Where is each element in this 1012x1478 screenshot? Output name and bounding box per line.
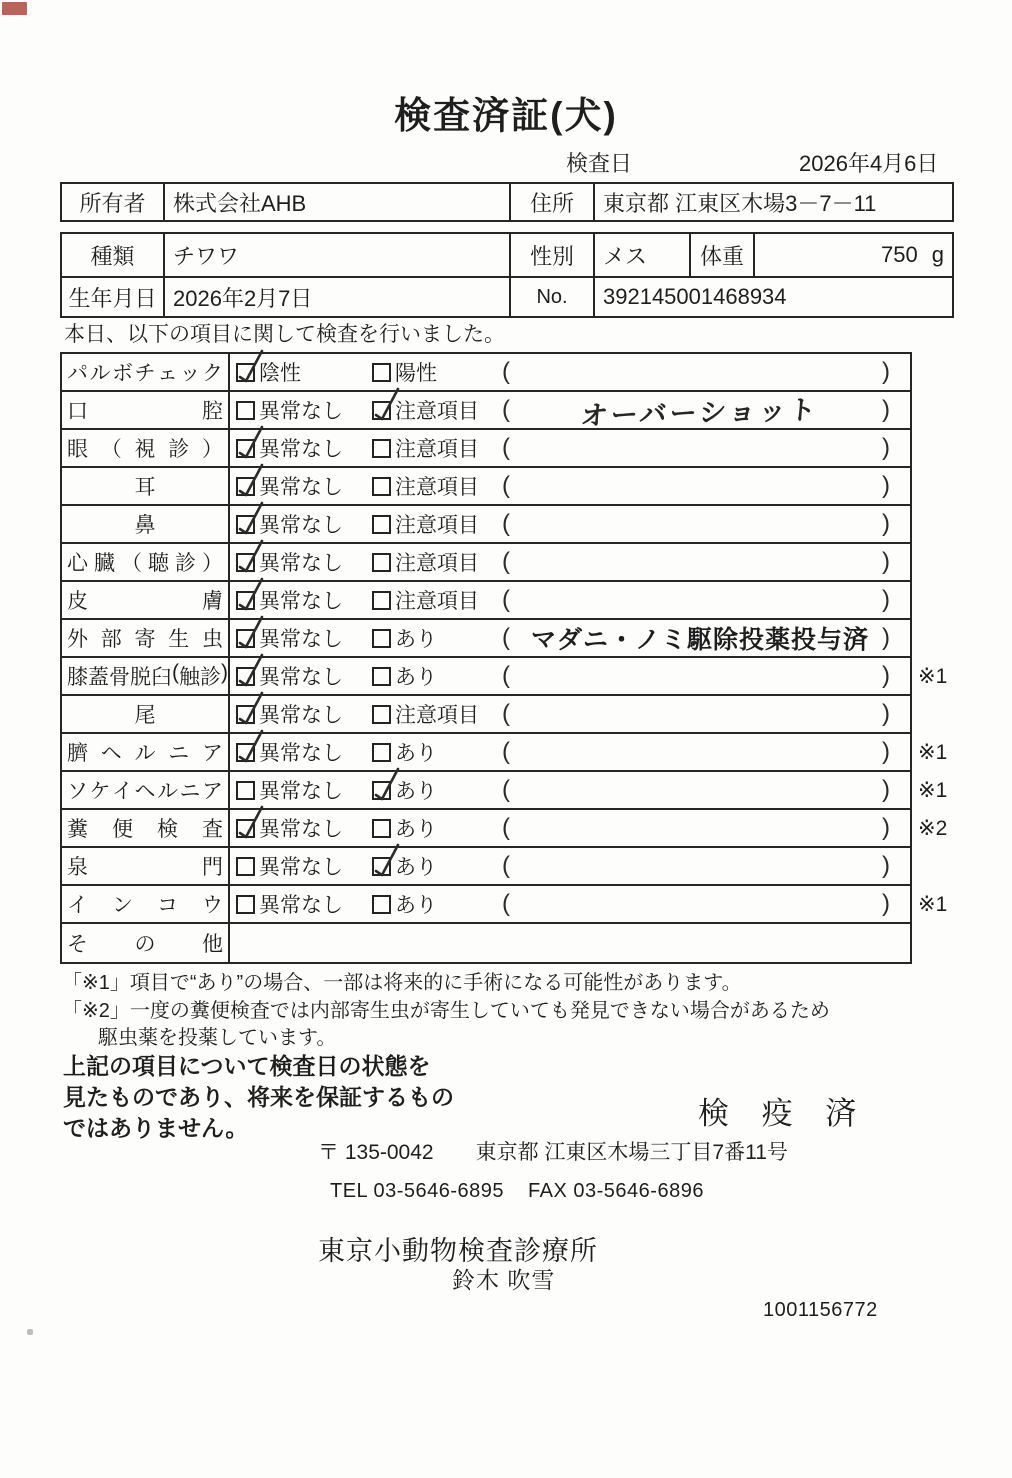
label-char: ) xyxy=(221,661,228,684)
paren-open: ( xyxy=(502,434,510,461)
exam-option-label: 異常なし xyxy=(259,856,343,879)
exam-option-label: 注意項目 xyxy=(395,514,479,537)
label-char: そ xyxy=(67,933,88,956)
birth-value: 2026年2月7日 xyxy=(165,278,511,316)
exam-option-label: 注意項目 xyxy=(395,590,479,613)
checkbox-icon xyxy=(236,781,255,800)
paren-open: ( xyxy=(502,510,510,537)
page-title: 検査済証(犬) xyxy=(394,95,618,136)
exam-option xyxy=(372,582,479,618)
exam-table-row xyxy=(62,924,910,962)
exam-option-label: 異常なし xyxy=(259,400,343,423)
exam-table xyxy=(60,352,948,964)
clinic-name: 東京小動物検査診療所 xyxy=(318,1236,598,1266)
footnote-2-line2: 駆虫薬を投薬しています。 xyxy=(98,1027,337,1049)
exam-table-row xyxy=(62,544,910,582)
checkbox-icon xyxy=(372,477,391,496)
label-char: ） xyxy=(202,552,223,575)
label-char: 部 xyxy=(100,628,122,651)
label-char: 皮 xyxy=(67,590,88,613)
clinic-fax: FAX 03-5646-6896 xyxy=(528,1180,704,1202)
exam-option-label: あり xyxy=(395,666,437,689)
checkbox-checked-icon xyxy=(372,857,391,876)
exam-item-label xyxy=(62,620,230,656)
exam-item-label xyxy=(62,886,230,922)
exam-item-label xyxy=(62,848,230,884)
exam-option-label: 陽性 xyxy=(395,362,437,385)
label-char: ボ xyxy=(112,362,133,385)
exam-option xyxy=(236,848,343,884)
exam-table-row xyxy=(62,392,910,430)
label-char: コ xyxy=(157,894,178,917)
footnote-ref: ※1 xyxy=(918,740,948,764)
exam-option xyxy=(236,354,301,390)
label-char: （ xyxy=(121,552,142,575)
paren-close: ) xyxy=(882,738,890,765)
number-label: No. xyxy=(511,278,595,316)
exam-table-row xyxy=(62,696,910,734)
exam-item-label xyxy=(62,506,230,542)
exam-table-row xyxy=(62,506,910,544)
checkbox-icon xyxy=(372,667,391,686)
exam-item-options xyxy=(230,468,910,504)
label-char: 脱 xyxy=(130,666,151,689)
label-char: 糞 xyxy=(67,818,88,841)
exam-option-label: 異常なし xyxy=(259,628,343,651)
disclaimer-line2: 見たものであり、将来を保証するもの xyxy=(63,1084,454,1110)
exam-option xyxy=(372,544,479,580)
paren-open: ( xyxy=(502,624,510,651)
exam-item-label xyxy=(62,810,230,846)
owner-table xyxy=(60,182,954,222)
exam-item-options xyxy=(230,544,910,580)
paren-open: ( xyxy=(502,358,510,385)
paren-close: ) xyxy=(882,852,890,879)
exam-option-label: 異常なし xyxy=(259,780,343,803)
address-value: 東京都 江東区木場3－7－11 xyxy=(603,190,877,216)
label-char: の xyxy=(134,933,156,956)
exam-table-row xyxy=(62,354,910,392)
label-char: イ xyxy=(112,780,133,803)
label-char: イ xyxy=(67,894,88,917)
exam-option xyxy=(372,772,437,808)
exam-option xyxy=(372,392,479,428)
exam-option xyxy=(372,886,437,922)
label-char: ソ xyxy=(67,780,88,803)
weight-label: 体重 xyxy=(691,234,755,276)
clinic-tel: TEL 03-5646-6895 xyxy=(330,1180,505,1202)
exam-option xyxy=(236,734,343,770)
exam-table-row xyxy=(62,468,910,506)
paren-close: ) xyxy=(882,624,890,651)
exam-option-label: 異常なし xyxy=(259,438,343,461)
animal-info-table xyxy=(60,232,954,318)
footnote-1: 「※1」項目で“あり”の場合、一部は将来的に手術になる可能性があります。 xyxy=(62,972,742,994)
exam-option-label: あり xyxy=(395,856,437,879)
label-char: 検 xyxy=(157,818,178,841)
clinic-address: 東京都 江東区木場三丁目7番11号 xyxy=(475,1141,788,1164)
disclaimer-paragraph xyxy=(63,1051,454,1144)
clinic-postal-line xyxy=(318,1136,788,1166)
paren-open: ( xyxy=(502,852,510,879)
exam-option-label: 注意項目 xyxy=(395,400,479,423)
checkbox-checked-icon xyxy=(236,515,255,534)
exam-option-label: あり xyxy=(395,742,437,765)
disclaimer-line3: ではありません。 xyxy=(63,1115,249,1141)
label-char: ニ xyxy=(179,780,201,803)
exam-option-label: 異常なし xyxy=(259,704,343,727)
exam-item-label xyxy=(62,582,230,618)
checkbox-icon xyxy=(236,857,255,876)
footnote-ref: ※1 xyxy=(918,778,948,802)
exam-item-label xyxy=(62,544,230,580)
exam-item-options xyxy=(230,886,910,922)
exam-item-options xyxy=(230,924,910,962)
label-char: 外 xyxy=(67,628,88,651)
paren-close: ) xyxy=(882,396,890,423)
exam-table-row xyxy=(62,658,948,696)
label-char: 視 xyxy=(134,438,156,461)
checkbox-checked-icon xyxy=(236,705,255,724)
label-char: 診 xyxy=(200,666,221,689)
exam-option xyxy=(236,886,343,922)
label-char: ク xyxy=(202,362,223,385)
paren-open: ( xyxy=(502,548,510,575)
checkbox-icon xyxy=(372,629,391,648)
paren-open: ( xyxy=(502,586,510,613)
checkbox-checked-icon xyxy=(236,629,255,648)
birth-label: 生年月日 xyxy=(62,278,165,316)
paren-close: ) xyxy=(882,890,890,917)
checkbox-icon xyxy=(372,439,391,458)
checkbox-checked-icon xyxy=(372,781,391,800)
exam-item-options xyxy=(230,810,910,846)
label-char: ッ xyxy=(179,362,201,385)
breed-value: チワワ xyxy=(165,234,511,276)
exam-table-row xyxy=(62,772,948,810)
intro-text: 本日、以下の項目に関して検査を行いました。 xyxy=(64,323,505,346)
paren-close: ) xyxy=(882,472,890,499)
weight-unit: g xyxy=(931,242,944,267)
exam-option xyxy=(372,848,437,884)
exam-item-label xyxy=(62,468,230,504)
weight-value-cell xyxy=(755,234,952,276)
exam-option-label: 異常なし xyxy=(259,514,343,537)
checkbox-checked-icon xyxy=(236,667,255,686)
label-char: 膝 xyxy=(67,666,88,689)
label-char: 門 xyxy=(202,856,223,879)
breed-label: 種類 xyxy=(62,234,165,276)
handwritten-note: オーバーショット xyxy=(579,394,821,431)
exam-option-label: あり xyxy=(395,818,437,841)
label-char: 寄 xyxy=(134,628,156,651)
exam-option-label: あり xyxy=(395,780,437,803)
exam-item-options xyxy=(230,392,910,431)
label-char: 耳 xyxy=(134,476,156,499)
scan-artifact-red-mark xyxy=(2,2,27,15)
label-char: 尾 xyxy=(134,704,156,727)
label-char: 臼 xyxy=(151,666,172,689)
checkbox-icon xyxy=(236,401,255,420)
label-char: ） xyxy=(202,438,223,461)
label-char: ( xyxy=(172,661,179,684)
label-char: 眼 xyxy=(67,438,88,461)
clinic-postal-code: 〒 135-0042 xyxy=(318,1141,434,1164)
veterinarian-name: 鈴木 吹雪 xyxy=(452,1267,556,1293)
paren-close: ) xyxy=(882,700,890,727)
footnote-ref: ※1 xyxy=(918,664,948,688)
label-char: ア xyxy=(202,780,223,803)
exam-table-row xyxy=(62,582,910,620)
exam-item-label xyxy=(62,392,230,428)
label-char: 虫 xyxy=(202,628,223,651)
label-char: 触 xyxy=(179,666,200,689)
footnote-2-line1: 「※2」一度の糞便検査では内部寄生虫が寄生していても発見できない場合があるため xyxy=(62,1000,830,1022)
exam-table-row xyxy=(62,620,910,658)
exam-item-label xyxy=(62,924,230,962)
checkbox-checked-icon xyxy=(236,477,255,496)
paren-open: ( xyxy=(502,776,510,803)
label-char: ヘ xyxy=(134,780,156,803)
label-char: ル xyxy=(134,742,156,765)
label-char: 臓 xyxy=(94,552,115,575)
exam-table-row xyxy=(62,886,948,924)
label-char: 腔 xyxy=(202,400,223,423)
paren-close: ) xyxy=(882,662,890,689)
disclaimer-line1: 上記の項目について検査日の状態を xyxy=(63,1053,431,1079)
exam-option xyxy=(372,658,437,694)
label-char: 蓋 xyxy=(88,666,109,689)
label-char: 泉 xyxy=(67,856,88,879)
breed-row xyxy=(62,234,952,278)
owner-label: 所有者 xyxy=(62,184,165,220)
sex-label: 性別 xyxy=(511,234,595,276)
paren-close: ) xyxy=(882,814,890,841)
label-char: ェ xyxy=(157,362,178,385)
inspection-date-label: 検査日 xyxy=(566,151,633,176)
label-char: 口 xyxy=(67,400,88,423)
exam-option-label: 異常なし xyxy=(259,894,343,917)
exam-option-label: 異常なし xyxy=(259,666,343,689)
footnote-ref: ※2 xyxy=(918,816,948,840)
label-char: 心 xyxy=(67,552,88,575)
number-value: 392145001468934 xyxy=(603,284,787,309)
paren-open: ( xyxy=(502,814,510,841)
paren-close: ) xyxy=(882,510,890,537)
checkbox-checked-icon xyxy=(236,439,255,458)
label-char: ル xyxy=(157,780,178,803)
exam-item-options xyxy=(230,772,910,808)
checkbox-checked-icon xyxy=(236,591,255,610)
label-char: ル xyxy=(89,362,111,385)
clinic-tel-line xyxy=(330,1180,704,1203)
document-code: 1001156772 xyxy=(763,1299,878,1321)
exam-table-row xyxy=(62,734,948,772)
label-char: 鼻 xyxy=(134,514,156,537)
label-char: 臍 xyxy=(67,742,88,765)
exam-option-label: 注意項目 xyxy=(395,704,479,727)
paren-close: ) xyxy=(882,548,890,575)
label-char: 診 xyxy=(175,552,196,575)
label-char: 診 xyxy=(168,438,190,461)
exam-option xyxy=(372,430,479,466)
label-char: ニ xyxy=(168,742,190,765)
exam-item-options xyxy=(230,354,910,390)
checkbox-checked-icon xyxy=(236,819,255,838)
exam-item-label xyxy=(62,430,230,466)
birth-row xyxy=(62,278,952,316)
exam-option xyxy=(372,468,479,504)
checkbox-icon xyxy=(372,743,391,762)
label-char: （ xyxy=(100,438,122,461)
paren-close: ) xyxy=(882,358,890,385)
label-char: ア xyxy=(202,742,223,765)
label-char: 膚 xyxy=(202,590,223,613)
label-char: パ xyxy=(67,362,88,385)
exam-item-options xyxy=(230,582,910,618)
checkbox-icon xyxy=(372,363,391,382)
exam-option xyxy=(372,506,479,542)
inspection-date-value: 2026年4月6日 xyxy=(799,151,939,176)
paren-open: ( xyxy=(502,396,510,423)
weight-value: 750 xyxy=(881,242,918,267)
exam-item-options xyxy=(230,734,910,770)
exam-item-options xyxy=(230,658,910,694)
checkbox-icon xyxy=(236,895,255,914)
paren-close: ) xyxy=(882,586,890,613)
label-char: 便 xyxy=(112,818,133,841)
label-char: 他 xyxy=(202,933,223,956)
exam-option-label: 注意項目 xyxy=(395,438,479,461)
exam-option-label: あり xyxy=(395,628,437,651)
checkbox-icon xyxy=(372,819,391,838)
exam-option-label: あり xyxy=(395,894,437,917)
paren-close: ) xyxy=(882,434,890,461)
label-char: ン xyxy=(112,894,133,917)
checkbox-icon xyxy=(372,591,391,610)
checkbox-checked-icon xyxy=(372,401,391,420)
checkbox-icon xyxy=(372,895,391,914)
checkbox-icon xyxy=(372,705,391,724)
exam-item-options xyxy=(230,620,910,656)
label-char: 生 xyxy=(168,628,190,651)
exam-item-label xyxy=(62,354,230,390)
exam-item-label xyxy=(62,696,230,732)
address-label: 住所 xyxy=(511,184,595,220)
checkbox-icon xyxy=(372,553,391,572)
exam-item-label xyxy=(62,772,230,808)
exam-option-label: 異常なし xyxy=(259,590,343,613)
exam-table-row xyxy=(62,848,910,886)
exam-option-label: 注意項目 xyxy=(395,476,479,499)
exam-item-options xyxy=(230,696,910,732)
exam-item-options xyxy=(230,430,910,466)
label-char: 査 xyxy=(202,818,223,841)
label-char: チ xyxy=(134,362,156,385)
exam-option xyxy=(372,696,479,732)
scan-artifact-speck xyxy=(27,1329,33,1335)
checkbox-checked-icon xyxy=(236,553,255,572)
exam-option-label: 注意項目 xyxy=(395,552,479,575)
label-char: 骨 xyxy=(109,666,130,689)
label-char: ヘ xyxy=(100,742,122,765)
footnote-ref: ※1 xyxy=(918,892,948,916)
owner-row xyxy=(62,184,952,220)
exam-option-label: 異常なし xyxy=(259,476,343,499)
exam-option-label: 異常なし xyxy=(259,818,343,841)
owner-value: 株式会社AHB xyxy=(165,184,511,220)
exam-option-label: 異常なし xyxy=(259,742,343,765)
exam-item-label xyxy=(62,658,230,694)
label-char: ウ xyxy=(202,894,223,917)
paren-open: ( xyxy=(502,472,510,499)
checkbox-checked-icon xyxy=(236,743,255,762)
exam-table-row xyxy=(62,810,948,848)
exam-option-label: 陰性 xyxy=(259,362,301,385)
exam-option xyxy=(372,620,437,656)
paren-open: ( xyxy=(502,700,510,727)
checkbox-checked-icon xyxy=(236,363,255,382)
exam-item-label xyxy=(62,734,230,770)
label-char: 聴 xyxy=(148,552,169,575)
checkbox-icon xyxy=(372,515,391,534)
paren-open: ( xyxy=(502,662,510,689)
paren-open: ( xyxy=(502,738,510,765)
paren-open: ( xyxy=(502,890,510,917)
label-char: ケ xyxy=(89,780,111,803)
paren-close: ) xyxy=(882,776,890,803)
sex-value: メス xyxy=(595,234,691,276)
exam-item-options xyxy=(230,848,910,884)
exam-item-options xyxy=(230,506,910,542)
exam-table-row xyxy=(62,430,910,468)
exam-option-label: 異常なし xyxy=(259,552,343,575)
quarantine-stamp: 検 疫 済 xyxy=(698,1096,869,1131)
exam-option xyxy=(236,810,343,846)
exam-note: マダニ・ノミ駆除投薬投与済 xyxy=(530,627,869,654)
